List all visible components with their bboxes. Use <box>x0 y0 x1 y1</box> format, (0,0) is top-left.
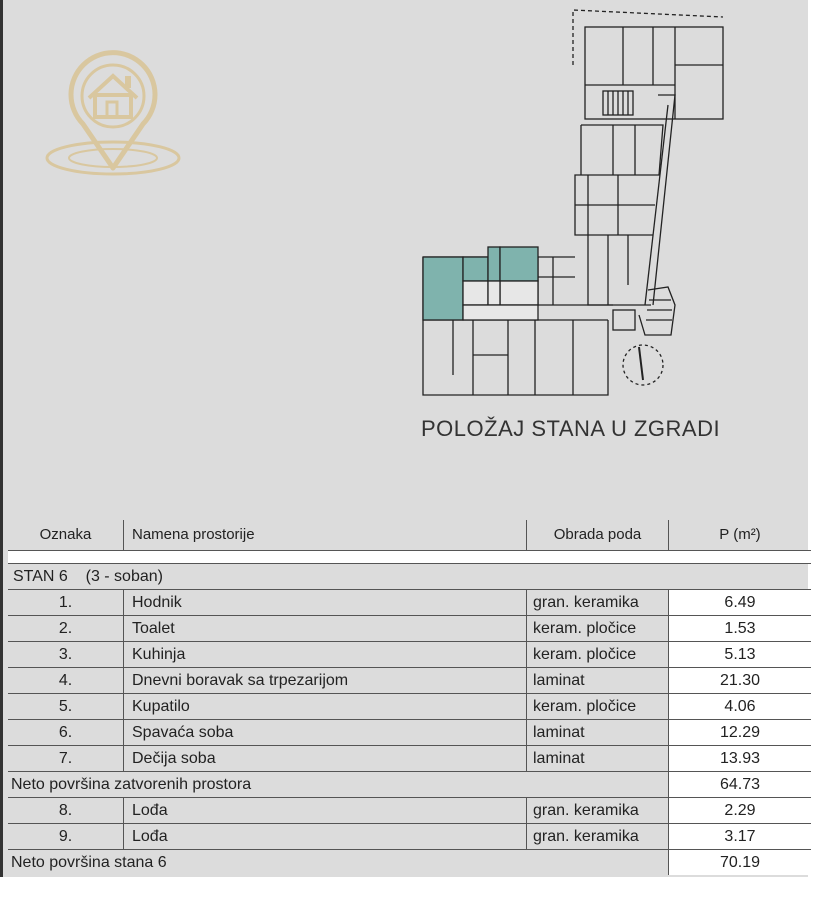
room-name: Lođa <box>123 824 523 849</box>
header-room: Namena prostorije <box>123 520 523 550</box>
room-floor: gran. keramika <box>526 798 668 823</box>
room-number: 1. <box>58 594 73 611</box>
net-total-area: 70.19 <box>668 850 811 875</box>
room-area: 6.49 <box>668 590 811 615</box>
unit-type: (3 - soban) <box>85 568 163 585</box>
header-floor: Obrada poda <box>526 520 668 550</box>
table-row <box>8 616 811 642</box>
room-floor: keram. pločice <box>526 642 668 667</box>
room-floor: laminat <box>526 668 668 693</box>
room-area: 4.06 <box>668 694 811 719</box>
header-separator <box>8 551 811 564</box>
room-number: 2. <box>58 620 73 637</box>
table-row <box>8 590 811 616</box>
net-total-label: Neto površina stana 6 <box>11 854 167 871</box>
room-area: 5.13 <box>668 642 811 667</box>
table-row <box>8 642 811 668</box>
room-area: 21.30 <box>668 668 811 693</box>
plan-caption: POLOŽAJ STANA U ZGRADI <box>421 416 721 441</box>
net-total-row <box>8 850 811 875</box>
header-area: P (m²) <box>668 520 811 550</box>
table-row <box>8 720 811 746</box>
room-name: Kupatilo <box>123 694 523 719</box>
room-number: 3. <box>58 646 73 663</box>
unit-row <box>8 564 811 590</box>
closed-total-area: 64.73 <box>668 772 811 797</box>
unit-label: STAN 6 (3 - soban) <box>13 568 163 585</box>
room-floor: keram. pločice <box>526 694 668 719</box>
closed-total-row <box>8 772 811 798</box>
room-area: 12.29 <box>668 720 811 745</box>
room-area: 13.93 <box>668 746 811 771</box>
table-row <box>8 668 811 694</box>
room-area: 3.17 <box>668 824 811 849</box>
room-number: 8. <box>58 802 73 819</box>
room-name: Hodnik <box>123 590 523 615</box>
closed-total-label: Neto površina zatvorenih prostora <box>11 776 252 793</box>
table-row <box>8 694 811 720</box>
floor-plan <box>413 5 733 405</box>
room-number: 9. <box>58 828 73 845</box>
room-name: Spavaća soba <box>123 720 523 745</box>
room-number: 6. <box>58 724 73 741</box>
room-floor: gran. keramika <box>526 590 668 615</box>
house-location-logo-icon <box>43 40 183 180</box>
room-number: 5. <box>58 698 73 715</box>
room-name: Kuhinja <box>123 642 523 667</box>
room-floor: laminat <box>526 746 668 771</box>
room-floor: keram. pločice <box>526 616 668 641</box>
table-row <box>8 746 811 772</box>
room-name: Dečija soba <box>123 746 523 771</box>
table-row <box>8 824 811 850</box>
header-code: Oznaka <box>39 526 92 543</box>
room-name: Lođa <box>123 798 523 823</box>
room-schedule-table <box>8 520 811 875</box>
room-number: 4. <box>58 672 73 689</box>
room-number: 7. <box>58 750 73 767</box>
room-area: 2.29 <box>668 798 811 823</box>
table-row <box>8 798 811 824</box>
room-floor: laminat <box>526 720 668 745</box>
room-floor: gran. keramika <box>526 824 668 849</box>
room-area: 1.53 <box>668 616 811 641</box>
room-name: Toalet <box>123 616 523 641</box>
table-header <box>8 520 811 551</box>
room-name: Dnevni boravak sa trpezarijom <box>123 668 523 693</box>
